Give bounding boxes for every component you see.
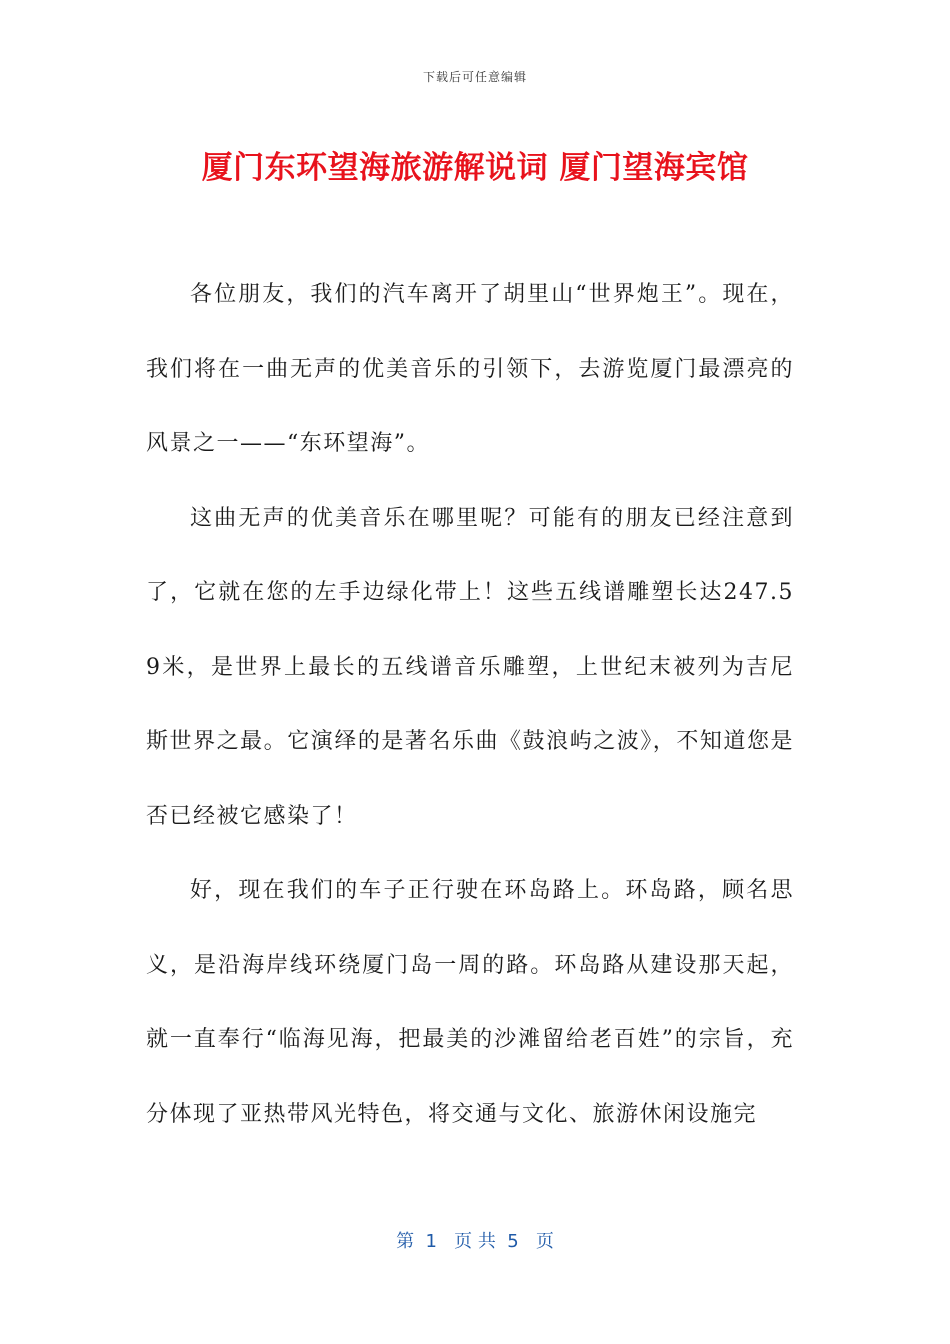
document-title: 厦门东环望海旅游解说词 厦门望海宾馆 — [201, 150, 749, 186]
paragraph-2: 这曲无声的优美音乐在哪里呢？可能有的朋友已经注意到了，它就在您的左手边绿化带上！这些五线谱雕塑长达247.59米，是世界上最长的五线谱音乐雕塑，上世纪末被列为吉尼斯世界之最。它演绎的是著名乐曲《鼓浪屿之波》，不知道您是否已经被它感染了！ — [146, 505, 794, 829]
document-body — [146, 258, 794, 1152]
paragraph-1: 各位朋友，我们的汽车离开了胡里山“世界炮王”。现在，我们将在一曲无声的优美音乐的引领下，去游览厦门最漂亮的风景之一——“东环望海”。 — [146, 282, 794, 456]
header-note: 下载后可任意编辑 — [422, 70, 527, 84]
paragraph-3: 好，现在我们的车子正行驶在环岛路上。环岛路，顾名思义，是沿海岸线环绕厦门岛一周的路。环岛路从建设那天起，就一直奉行“临海见海，把最美的沙滩留给老百姓”的宗旨，充分体现了亚热带风光特色，将交通与文化、旅游休闲设施完 — [146, 878, 794, 1127]
page-number-footer: 第 1 页 共 5 页 — [396, 1231, 554, 1252]
